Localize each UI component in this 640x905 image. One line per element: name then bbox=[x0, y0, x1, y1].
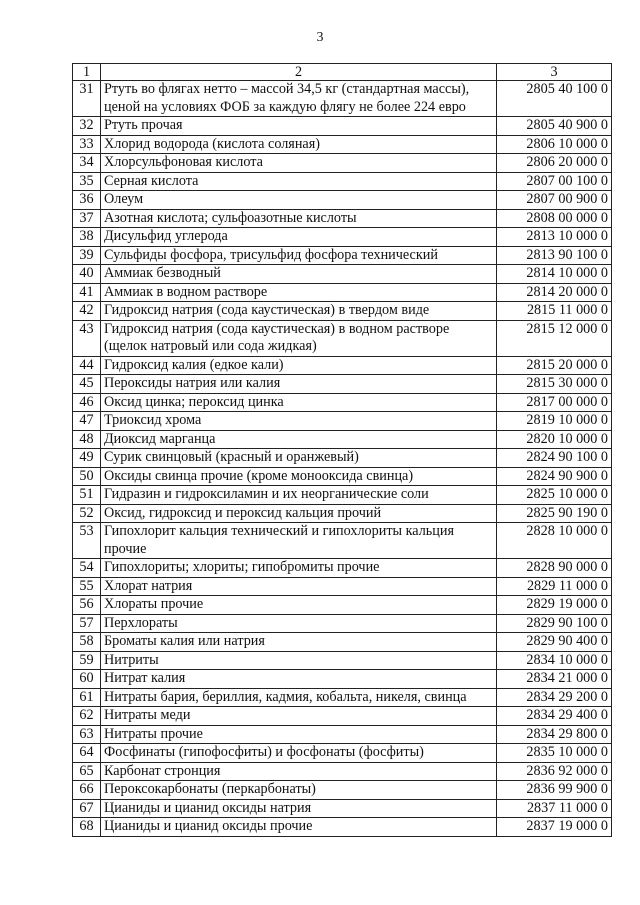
tnved-code: 2837 11 000 0 bbox=[497, 799, 612, 818]
header-col-number: 1 bbox=[73, 64, 101, 81]
substance-name: Гидроксид калия (едкое кали) bbox=[101, 356, 497, 375]
substance-name: Триоксид хрома bbox=[101, 412, 497, 431]
tnved-code: 2808 00 000 0 bbox=[497, 209, 612, 228]
row-number: 42 bbox=[73, 302, 101, 321]
substance-name: Карбонат стронция bbox=[101, 762, 497, 781]
tnved-code: 2813 10 000 0 bbox=[497, 228, 612, 247]
table-row bbox=[73, 356, 612, 375]
row-number: 40 bbox=[73, 265, 101, 284]
tnved-code: 2819 10 000 0 bbox=[497, 412, 612, 431]
table-row bbox=[73, 744, 612, 763]
substance-name: Хлораты прочие bbox=[101, 596, 497, 615]
table-row bbox=[73, 154, 612, 173]
substance-name: Оксид, гидроксид и пероксид кальция прочий bbox=[101, 504, 497, 523]
row-number: 65 bbox=[73, 762, 101, 781]
header-col-code: 3 bbox=[497, 64, 612, 81]
row-number: 48 bbox=[73, 430, 101, 449]
row-number: 45 bbox=[73, 375, 101, 394]
table-row bbox=[73, 265, 612, 284]
table-row bbox=[73, 393, 612, 412]
row-number: 58 bbox=[73, 633, 101, 652]
substance-name: Нитраты прочие bbox=[101, 725, 497, 744]
table-row bbox=[73, 504, 612, 523]
row-number: 64 bbox=[73, 744, 101, 763]
table-row bbox=[73, 725, 612, 744]
substance-name: Хлорсульфоновая кислота bbox=[101, 154, 497, 173]
tnved-code: 2834 10 000 0 bbox=[497, 651, 612, 670]
tnved-code: 2835 10 000 0 bbox=[497, 744, 612, 763]
row-number: 37 bbox=[73, 209, 101, 228]
substance-name: Перхлораты bbox=[101, 614, 497, 633]
substance-name: Нитрат калия bbox=[101, 670, 497, 689]
table-row bbox=[73, 172, 612, 191]
substance-name: Ртуть прочая bbox=[101, 117, 497, 136]
tnved-code: 2829 11 000 0 bbox=[497, 577, 612, 596]
tnved-code: 2829 90 400 0 bbox=[497, 633, 612, 652]
substance-name: Гидроксид натрия (сода каустическая) в водном растворе (щелок натровый или сода жидкая) bbox=[101, 320, 497, 356]
substance-name: Сульфиды фосфора, трисульфид фосфора технический bbox=[101, 246, 497, 265]
row-number: 50 bbox=[73, 467, 101, 486]
row-number: 33 bbox=[73, 135, 101, 154]
tnved-code: 2815 11 000 0 bbox=[497, 302, 612, 321]
substance-name: Пероксокарбонаты (перкарбонаты) bbox=[101, 781, 497, 800]
tnved-code: 2834 29 800 0 bbox=[497, 725, 612, 744]
tnved-code: 2834 21 000 0 bbox=[497, 670, 612, 689]
substance-name: Нитраты меди bbox=[101, 707, 497, 726]
substance-name: Пероксиды натрия или калия bbox=[101, 375, 497, 394]
substance-name: Броматы калия или натрия bbox=[101, 633, 497, 652]
tnved-code: 2806 20 000 0 bbox=[497, 154, 612, 173]
row-number: 66 bbox=[73, 781, 101, 800]
tnved-code: 2807 00 900 0 bbox=[497, 191, 612, 210]
tnved-code: 2836 92 000 0 bbox=[497, 762, 612, 781]
table-row bbox=[73, 614, 612, 633]
table-row bbox=[73, 633, 612, 652]
row-number: 39 bbox=[73, 246, 101, 265]
tnved-code: 2829 90 100 0 bbox=[497, 614, 612, 633]
table-row bbox=[73, 449, 612, 468]
table-row bbox=[73, 412, 612, 431]
tnved-code: 2825 90 190 0 bbox=[497, 504, 612, 523]
substance-name: Азотная кислота; сульфоазотные кислоты bbox=[101, 209, 497, 228]
substance-name: Цианиды и цианид оксиды натрия bbox=[101, 799, 497, 818]
row-number: 46 bbox=[73, 393, 101, 412]
table-row bbox=[73, 246, 612, 265]
tnved-code: 2829 19 000 0 bbox=[497, 596, 612, 615]
header-row bbox=[73, 64, 612, 81]
tnved-code: 2817 00 000 0 bbox=[497, 393, 612, 412]
row-number: 32 bbox=[73, 117, 101, 136]
row-number: 61 bbox=[73, 688, 101, 707]
substance-name: Гидразин и гидроксиламин и их неорганические соли bbox=[101, 486, 497, 505]
table-header bbox=[73, 64, 612, 81]
tnved-code: 2815 30 000 0 bbox=[497, 375, 612, 394]
tnved-code: 2837 19 000 0 bbox=[497, 818, 612, 837]
table-row bbox=[73, 523, 612, 559]
tnved-code: 2825 10 000 0 bbox=[497, 486, 612, 505]
table-row bbox=[73, 670, 612, 689]
substance-name: Нитраты бария, бериллия, кадмия, кобальта, никеля, свинца bbox=[101, 688, 497, 707]
substance-name: Гипохлорит кальция технический и гипохлориты кальция прочие bbox=[101, 523, 497, 559]
table-row bbox=[73, 283, 612, 302]
substance-name: Фосфинаты (гипофосфиты) и фосфонаты (фосфиты) bbox=[101, 744, 497, 763]
table-row bbox=[73, 191, 612, 210]
page-number: 3 bbox=[316, 30, 324, 45]
table-row bbox=[73, 577, 612, 596]
substances-table bbox=[72, 63, 612, 837]
row-number: 43 bbox=[73, 320, 101, 356]
row-number: 57 bbox=[73, 614, 101, 633]
row-number: 54 bbox=[73, 559, 101, 578]
tnved-code: 2824 90 900 0 bbox=[497, 467, 612, 486]
table-row bbox=[73, 596, 612, 615]
row-number: 41 bbox=[73, 283, 101, 302]
table-row bbox=[73, 486, 612, 505]
row-number: 53 bbox=[73, 523, 101, 559]
table-row bbox=[73, 430, 612, 449]
row-number: 31 bbox=[73, 81, 101, 117]
substance-name: Диоксид марганца bbox=[101, 430, 497, 449]
row-number: 62 bbox=[73, 707, 101, 726]
table-row bbox=[73, 320, 612, 356]
row-number: 47 bbox=[73, 412, 101, 431]
tnved-code: 2806 10 000 0 bbox=[497, 135, 612, 154]
substance-name: Ртуть во флягах нетто – массой 34,5 кг (стандартная массы), ценой на условиях ФОБ за каждую флягу не более 224 евро bbox=[101, 81, 497, 117]
table-row bbox=[73, 707, 612, 726]
row-number: 51 bbox=[73, 486, 101, 505]
substance-name: Хлорид водорода (кислота соляная) bbox=[101, 135, 497, 154]
table-row bbox=[73, 209, 612, 228]
table-row bbox=[73, 762, 612, 781]
tnved-code: 2834 29 400 0 bbox=[497, 707, 612, 726]
table-row bbox=[73, 467, 612, 486]
table-row bbox=[73, 135, 612, 154]
substance-name: Оксид цинка; пероксид цинка bbox=[101, 393, 497, 412]
table-row bbox=[73, 818, 612, 837]
substance-name: Оксиды свинца прочие (кроме монооксида свинца) bbox=[101, 467, 497, 486]
row-number: 49 bbox=[73, 449, 101, 468]
row-number: 34 bbox=[73, 154, 101, 173]
tnved-code: 2834 29 200 0 bbox=[497, 688, 612, 707]
substance-name: Цианиды и цианид оксиды прочие bbox=[101, 818, 497, 837]
table-row bbox=[73, 302, 612, 321]
table-row bbox=[73, 117, 612, 136]
substance-name: Олеум bbox=[101, 191, 497, 210]
row-number: 36 bbox=[73, 191, 101, 210]
row-number: 52 bbox=[73, 504, 101, 523]
row-number: 56 bbox=[73, 596, 101, 615]
substance-name: Серная кислота bbox=[101, 172, 497, 191]
row-number: 67 bbox=[73, 799, 101, 818]
tnved-code: 2805 40 900 0 bbox=[497, 117, 612, 136]
substance-name: Дисульфид углерода bbox=[101, 228, 497, 247]
tnved-code: 2815 12 000 0 bbox=[497, 320, 612, 356]
substance-name: Аммиак безводный bbox=[101, 265, 497, 284]
table-body bbox=[73, 81, 612, 837]
tnved-code: 2814 20 000 0 bbox=[497, 283, 612, 302]
row-number: 60 bbox=[73, 670, 101, 689]
tnved-code: 2824 90 100 0 bbox=[497, 449, 612, 468]
tnved-code: 2836 99 900 0 bbox=[497, 781, 612, 800]
tnved-code: 2820 10 000 0 bbox=[497, 430, 612, 449]
row-number: 55 bbox=[73, 577, 101, 596]
table-row bbox=[73, 559, 612, 578]
row-number: 68 bbox=[73, 818, 101, 837]
row-number: 35 bbox=[73, 172, 101, 191]
row-number: 63 bbox=[73, 725, 101, 744]
tnved-code: 2805 40 100 0 bbox=[497, 81, 612, 117]
row-number: 44 bbox=[73, 356, 101, 375]
table-row bbox=[73, 799, 612, 818]
tnved-code: 2828 10 000 0 bbox=[497, 523, 612, 559]
tnved-code: 2814 10 000 0 bbox=[497, 265, 612, 284]
header-col-name: 2 bbox=[101, 64, 497, 81]
table-row bbox=[73, 688, 612, 707]
substance-name: Хлорат натрия bbox=[101, 577, 497, 596]
substance-name: Сурик свинцовый (красный и оранжевый) bbox=[101, 449, 497, 468]
tnved-code: 2815 20 000 0 bbox=[497, 356, 612, 375]
substance-name: Гидроксид натрия (сода каустическая) в твердом виде bbox=[101, 302, 497, 321]
table-row bbox=[73, 781, 612, 800]
tnved-code: 2807 00 100 0 bbox=[497, 172, 612, 191]
substance-name: Аммиак в водном растворе bbox=[101, 283, 497, 302]
tnved-code: 2828 90 000 0 bbox=[497, 559, 612, 578]
substance-name: Гипохлориты; хлориты; гипобромиты прочие bbox=[101, 559, 497, 578]
substance-name: Нитриты bbox=[101, 651, 497, 670]
table-row bbox=[73, 651, 612, 670]
table-row bbox=[73, 375, 612, 394]
table-row bbox=[73, 81, 612, 117]
table-row bbox=[73, 228, 612, 247]
row-number: 59 bbox=[73, 651, 101, 670]
tnved-code: 2813 90 100 0 bbox=[497, 246, 612, 265]
row-number: 38 bbox=[73, 228, 101, 247]
